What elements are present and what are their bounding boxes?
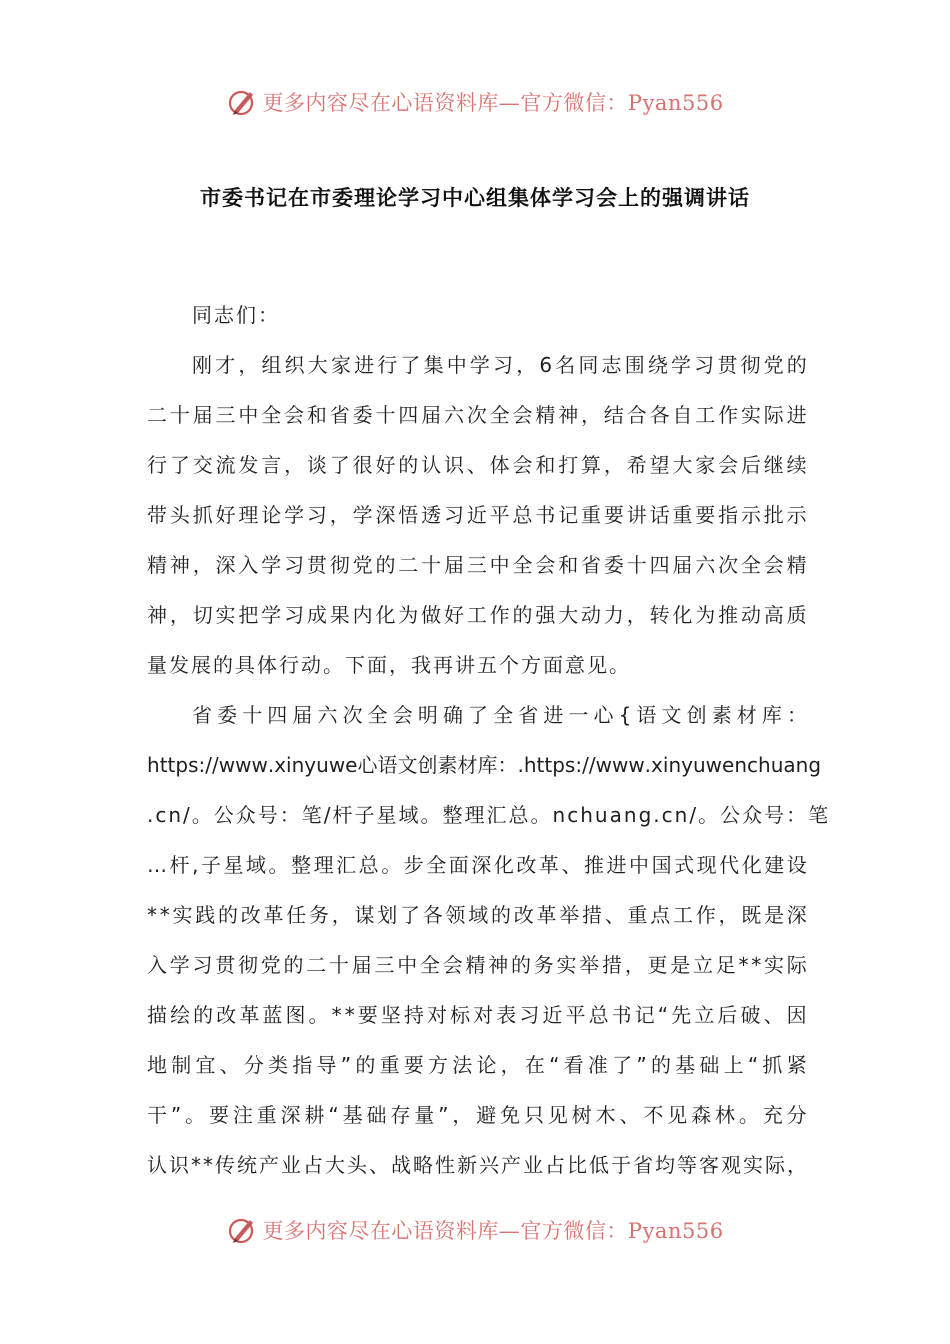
paragraph-1-line: 精 神 ， 深 入 学 习 贯 彻 党 的 二 十 届 三 中 全 会 和 省 委 十 四 届 六 次 全 会 精 xyxy=(147,553,809,577)
paragraph-2-line: 入 学 习 贯 彻 党 的 二 十 届 三 中 全 会 精 神 的 务 实 举 措 ， 更 是 立 足 * * 实 际 xyxy=(147,953,809,977)
paragraph-2-line: * * 实 践 的 改 革 任 务 ， 谋 划 了 各 领 域 的 改 革 举 措 、 重 点 工 作 ， 既 是 深 xyxy=(147,903,809,927)
paragraph-1-line: 行 了 交 流 发 言 ， 谈 了 很 好 的 认 识 、 体 会 和 打 算 ， 希 望 大 家 会 后 继 续 xyxy=(147,453,809,477)
footer-banner-text: 更多内容尽在心语资料库—官方微信：Pyan556 xyxy=(262,1219,724,1243)
paragraph-2-line: 认 识 * * 传 统 产 业 占 大 头 、 战 略 性 新 兴 产 业 占 比 低 于 省 均 等 客 观 实 际 ， xyxy=(147,1153,809,1177)
paragraph-2-line: 省 委 十 四 届 六 次 全 会 明 确 了 全 省 进 一 心 { 语 文 创 素 材 库 ： xyxy=(192,703,809,727)
footer-banner xyxy=(0,1210,950,1250)
document-body xyxy=(147,290,831,1190)
paragraph-2-line: . c n / 。 公 众 号 ： 笔 / 杆 子 星 域 。 整 理 汇 总 。 n c h u a n g . c n / 。 公 众 号 ： 笔 xyxy=(147,803,831,827)
paragraph-2-line: … 杆 , 子 星 域 。 整 理 汇 总 。 步 全 面 深 化 改 革 、 推 进 中 国 式 现 代 化 建 设 xyxy=(147,853,809,877)
paragraph-1-line: 带 头 抓 好 理 论 学 习 ， 学 深 悟 透 习 近 平 总 书 记 重 要 讲 话 重 要 指 示 批 示 xyxy=(147,503,809,527)
paragraph-1-line: 量发展的具体行动。下面，我再讲五个方面意见。 xyxy=(147,653,631,677)
pen-circle-logo-icon xyxy=(226,1214,258,1246)
document-title: 市委书记在市委理论学习中心组集体学习会上的强调讲话 xyxy=(200,186,750,210)
header-banner-text: 更多内容尽在心语资料库—官方微信：Pyan556 xyxy=(262,91,724,115)
pen-circle-logo-icon xyxy=(226,86,258,118)
header-banner xyxy=(0,82,950,122)
paragraph-1-line: 二 十 届 三 中 全 会 和 省 委 十 四 届 六 次 全 会 精 神 ， 结 合 各 自 工 作 实 际 进 xyxy=(147,403,809,427)
paragraph-2-line: 干 ” 。 要 注 重 深 耕 “ 基 础 存 量 ” ， 避 免 只 见 树 木 、 不 见 森 林 。 充 分 xyxy=(147,1103,809,1127)
salutation: 同志们： xyxy=(192,303,280,327)
paragraph-2-line: 描 绘 的 改 革 蓝 图 。 * * 要 坚 持 对 标 对 表 习 近 平 总 书 记 “ 先 立 后 破 、 因 xyxy=(147,1003,809,1027)
paragraph-2-line: h t t p s : / / w w w . x i n y u w e 心 语 文 创 素 材 库 ： . h t t p s : / / w w w . x i n y u w e n c h u a n g xyxy=(147,753,822,777)
paragraph-2-line: 地 制 宜 、 分 类 指 导 ” 的 重 要 方 法 论 ， 在 “ 看 准 了 ” 的 基 础 上 “ 抓 紧 xyxy=(147,1053,809,1077)
paragraph-1-line: 刚 才 ， 组 织 大 家 进 行 了 集 中 学 习 ， 6 名 同 志 围 绕 学 习 贯 彻 党 的 xyxy=(192,353,809,377)
paragraph-1-line: 神 ， 切 实 把 学 习 成 果 内 化 为 做 好 工 作 的 强 大 动 力 ， 转 化 为 推 动 高 质 xyxy=(147,603,809,627)
